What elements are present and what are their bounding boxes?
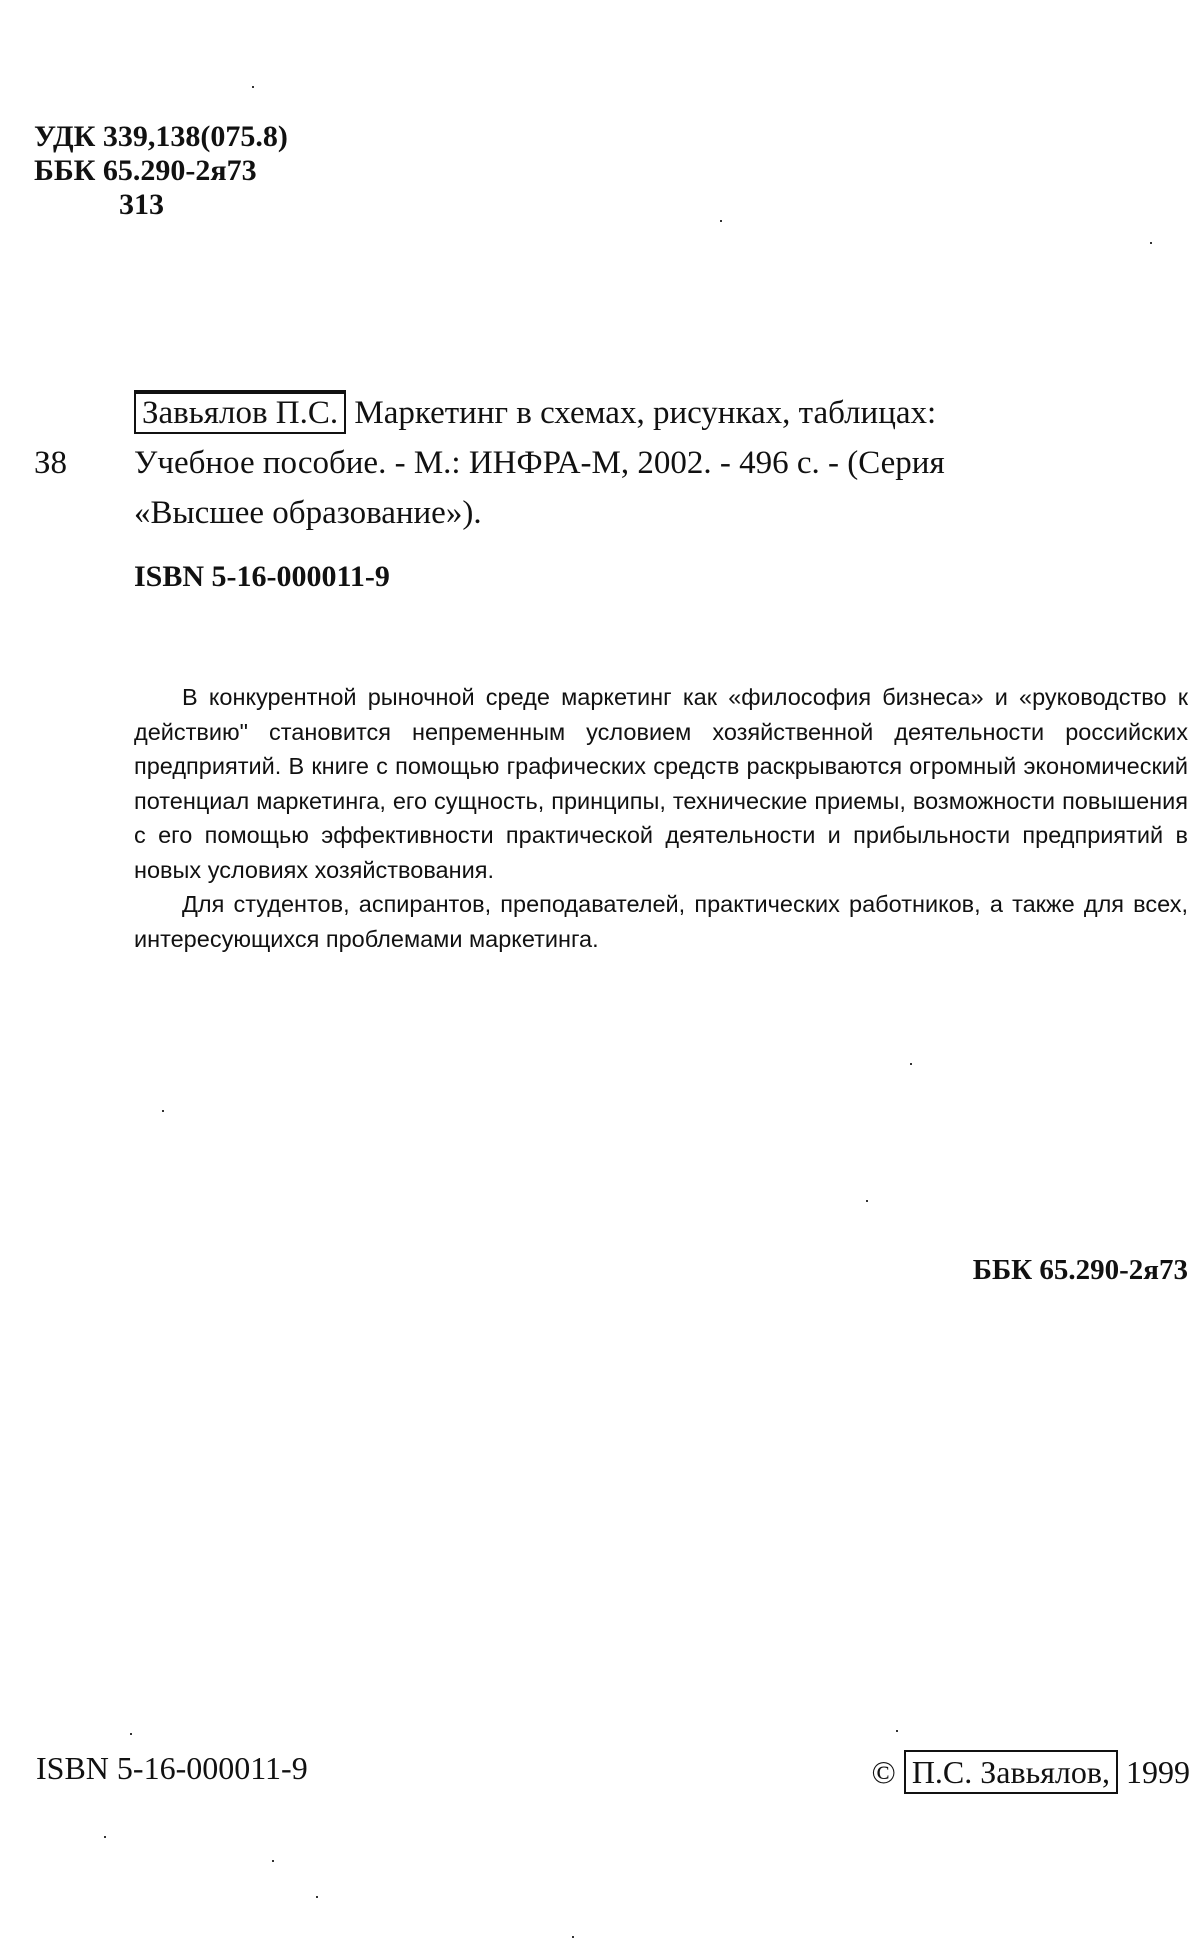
scan-speck [910, 1063, 912, 1065]
series-info: «Высшее образование»). [134, 495, 482, 531]
scan-speck [104, 1836, 106, 1838]
scan-speck [272, 1860, 274, 1862]
copyright-holder: П.С. Завьялов, [904, 1750, 1118, 1794]
scan-speck [316, 1896, 318, 1898]
scan-speck [572, 1936, 574, 1938]
scan-speck [720, 220, 722, 222]
scan-speck [866, 1200, 868, 1202]
copyright-year: 1999 [1126, 1754, 1190, 1790]
bibliographic-record [34, 388, 1184, 538]
annotation [134, 680, 1188, 956]
annotation-paragraph-2: Для студентов, аспирантов, преподавателей, практических работников, а также для всех, интересующихся проблемами маркетинга. [134, 891, 1188, 952]
scan-speck [162, 1110, 164, 1112]
scan-speck [252, 86, 254, 88]
bbk-code-bottom: ББК 65.290-2я73 [972, 1254, 1188, 1286]
biblio-line-2 [34, 438, 1184, 488]
scan-speck [1150, 242, 1152, 244]
book-title: Маркетинг в схемах, рисунках, таблицах: [354, 395, 937, 431]
author-name: Завьялов П.С. [134, 390, 346, 434]
annotation-paragraph-1: В конкурентной рыночной среде маркетинг как «философия бизнеса» и «руководство к действию" становится непременным условием хозяйственной деятельности российских предприятий. В книге с помощью графических средств раскрываются огромный экономический потенциал маркетинга, его сущность, принципы, технические приемы, возможности повышения с его помощью эффективности практической деятельности и прибыльности предприятий в новых условиях хозяйствования. [134, 684, 1188, 883]
biblio-line-1 [34, 388, 1184, 438]
copyright-symbol: © [871, 1754, 896, 1790]
scan-speck [130, 1733, 132, 1735]
scan-speck [896, 1730, 898, 1732]
isbn-footer: ISBN 5-16-000011-9 [36, 1750, 308, 1786]
copyright-notice [872, 1750, 1191, 1794]
biblio-line-3 [34, 488, 1184, 538]
bbk-code: ББК 65.290-2я73 [34, 154, 257, 187]
author-code: 313 [119, 188, 164, 221]
isbn-main: ISBN 5-16-000011-9 [134, 560, 390, 593]
publication-info: Учебное пособие. - М.: ИНФРА-М, 2002. - 496 с. - (Серия [134, 445, 945, 481]
catalog-index: З8 [34, 445, 68, 481]
udk-code: УДК 339,138(075.8) [34, 120, 288, 153]
classification-codes [34, 120, 288, 222]
